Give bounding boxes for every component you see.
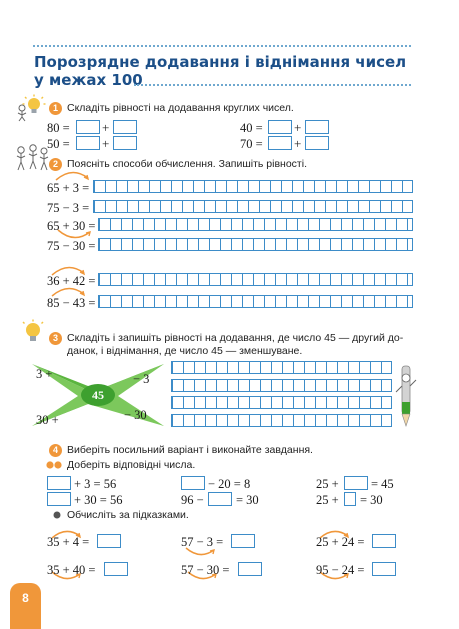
answer-cells-row[interactable]: [171, 414, 392, 427]
hint-eq-3: 25 + 24 =: [316, 535, 365, 549]
answer-box[interactable]: [181, 476, 205, 490]
task4-col3-eq-2-prefix: 25 +: [316, 493, 339, 507]
answer-box[interactable]: [113, 120, 137, 134]
star-top-right: − 3: [133, 372, 150, 386]
task4-sub-a: Доберіть відповідні числа.: [67, 459, 196, 471]
pencil-character-icon: [394, 362, 418, 434]
answer-box[interactable]: [305, 136, 329, 150]
task2-eq-6: 85 − 43 =: [47, 296, 96, 310]
lesson-title-line2: у межах 100: [34, 71, 143, 89]
task1-number: 1: [49, 102, 62, 115]
plus-sign: +: [294, 136, 302, 151]
task1-left-eq-1: 80 =: [47, 121, 70, 135]
task4-text: Виберіть посильний варіант і виконайте завдання.: [67, 444, 313, 456]
answer-cells-row[interactable]: [98, 218, 413, 231]
answer-box[interactable]: [344, 476, 368, 490]
answer-box[interactable]: [268, 120, 292, 134]
two-dot-level-icon: [46, 461, 64, 469]
answer-box[interactable]: [208, 492, 232, 506]
answer-box[interactable]: [113, 136, 137, 150]
task4-sub-b: Обчисліть за підказками.: [67, 509, 189, 521]
hint-arrow: [184, 546, 220, 558]
lightbulb-icon: [20, 319, 46, 345]
task2-number: 2: [49, 158, 62, 171]
task4-col3-eq-2-suffix: = 30: [360, 493, 383, 507]
task1-text: Складіть рівності на додавання круглих чисел.: [67, 102, 294, 114]
answer-box[interactable]: [372, 562, 396, 576]
answer-box[interactable]: [305, 120, 329, 134]
task2-eq-1: 65 + 3 =: [47, 181, 90, 195]
task4-col2-eq-2-suffix: = 30: [236, 493, 259, 507]
star-bottom-left: 30 +: [36, 413, 59, 427]
answer-box[interactable]: [344, 492, 356, 506]
answer-cells-row[interactable]: [171, 379, 392, 392]
task2-eq-2: 75 − 3 =: [47, 201, 90, 215]
one-dot-level-icon: [53, 511, 61, 519]
answer-box[interactable]: [238, 562, 262, 576]
children-group-icon: [13, 143, 51, 173]
task1-right-eq-1: 40 =: [240, 121, 263, 135]
task2-eq-3: 65 + 30 =: [47, 219, 96, 233]
title-dotted-line: [134, 84, 411, 86]
plus-sign: +: [102, 120, 110, 135]
hint-eq-2: 57 − 3 =: [181, 535, 224, 549]
answer-cells-row[interactable]: [98, 238, 413, 251]
task1-right-eq-2: 70 =: [240, 137, 263, 151]
task4-col1-eq-2: + 30 = 56: [74, 493, 123, 507]
answer-box[interactable]: [231, 534, 255, 548]
answer-cells-row[interactable]: [93, 200, 413, 213]
hint-eq-6: 95 − 24 =: [316, 563, 365, 577]
child-figure-icon: [14, 104, 30, 122]
hint-arrow: [54, 168, 94, 182]
task1-left-eq-2: 50 =: [47, 137, 70, 151]
task4-col2-eq-2-prefix: 96 −: [181, 493, 204, 507]
plus-sign: +: [294, 120, 302, 135]
answer-box[interactable]: [268, 136, 292, 150]
answer-cells-row[interactable]: [171, 361, 392, 374]
answer-cells-row[interactable]: [171, 396, 392, 409]
task4-col1-eq-1: + 3 = 56: [74, 477, 117, 491]
answer-box[interactable]: [104, 562, 128, 576]
answer-box[interactable]: [47, 476, 71, 490]
page-number-tab: 8: [10, 583, 41, 629]
answer-cells-row[interactable]: [93, 180, 413, 193]
task4-number: 4: [49, 444, 62, 457]
answer-box[interactable]: [76, 120, 100, 134]
task4-col3-eq-1-suffix: = 45: [371, 477, 394, 491]
lesson-title-line1: Порозрядне додавання і віднімання чисел: [34, 53, 407, 71]
task3-text-line2: данок, і віднімання, де число 45 — зменшуване.: [67, 345, 303, 357]
hint-eq-5: 57 − 30 =: [181, 563, 230, 577]
star-center-number: 45: [92, 388, 104, 402]
task2-eq-4: 75 − 30 =: [47, 239, 96, 253]
task4-col2-eq-1: − 20 = 8: [208, 477, 251, 491]
top-dotted-line: [33, 45, 411, 47]
task3-text-line1: Складіть і запишіть рівності на додавання, де число 45 — другий до-: [67, 332, 404, 344]
answer-box[interactable]: [372, 534, 396, 548]
star-top-left: 3 +: [36, 367, 53, 381]
task3-number: 3: [49, 332, 62, 345]
answer-box[interactable]: [47, 492, 71, 506]
answer-cells-row[interactable]: [98, 295, 413, 308]
star-bottom-right: − 30: [124, 408, 147, 422]
answer-box[interactable]: [97, 534, 121, 548]
task4-col3-eq-1-prefix: 25 +: [316, 477, 339, 491]
task2-eq-5: 36 + 42 =: [47, 274, 96, 288]
task2-text: Поясніть способи обчислення. Запишіть рівності.: [67, 158, 307, 170]
hint-eq-1: 35 + 4 =: [47, 535, 90, 549]
answer-box[interactable]: [76, 136, 100, 150]
plus-sign: +: [102, 136, 110, 151]
hint-eq-4: 35 + 40 =: [47, 563, 96, 577]
answer-cells-row[interactable]: [98, 273, 413, 286]
